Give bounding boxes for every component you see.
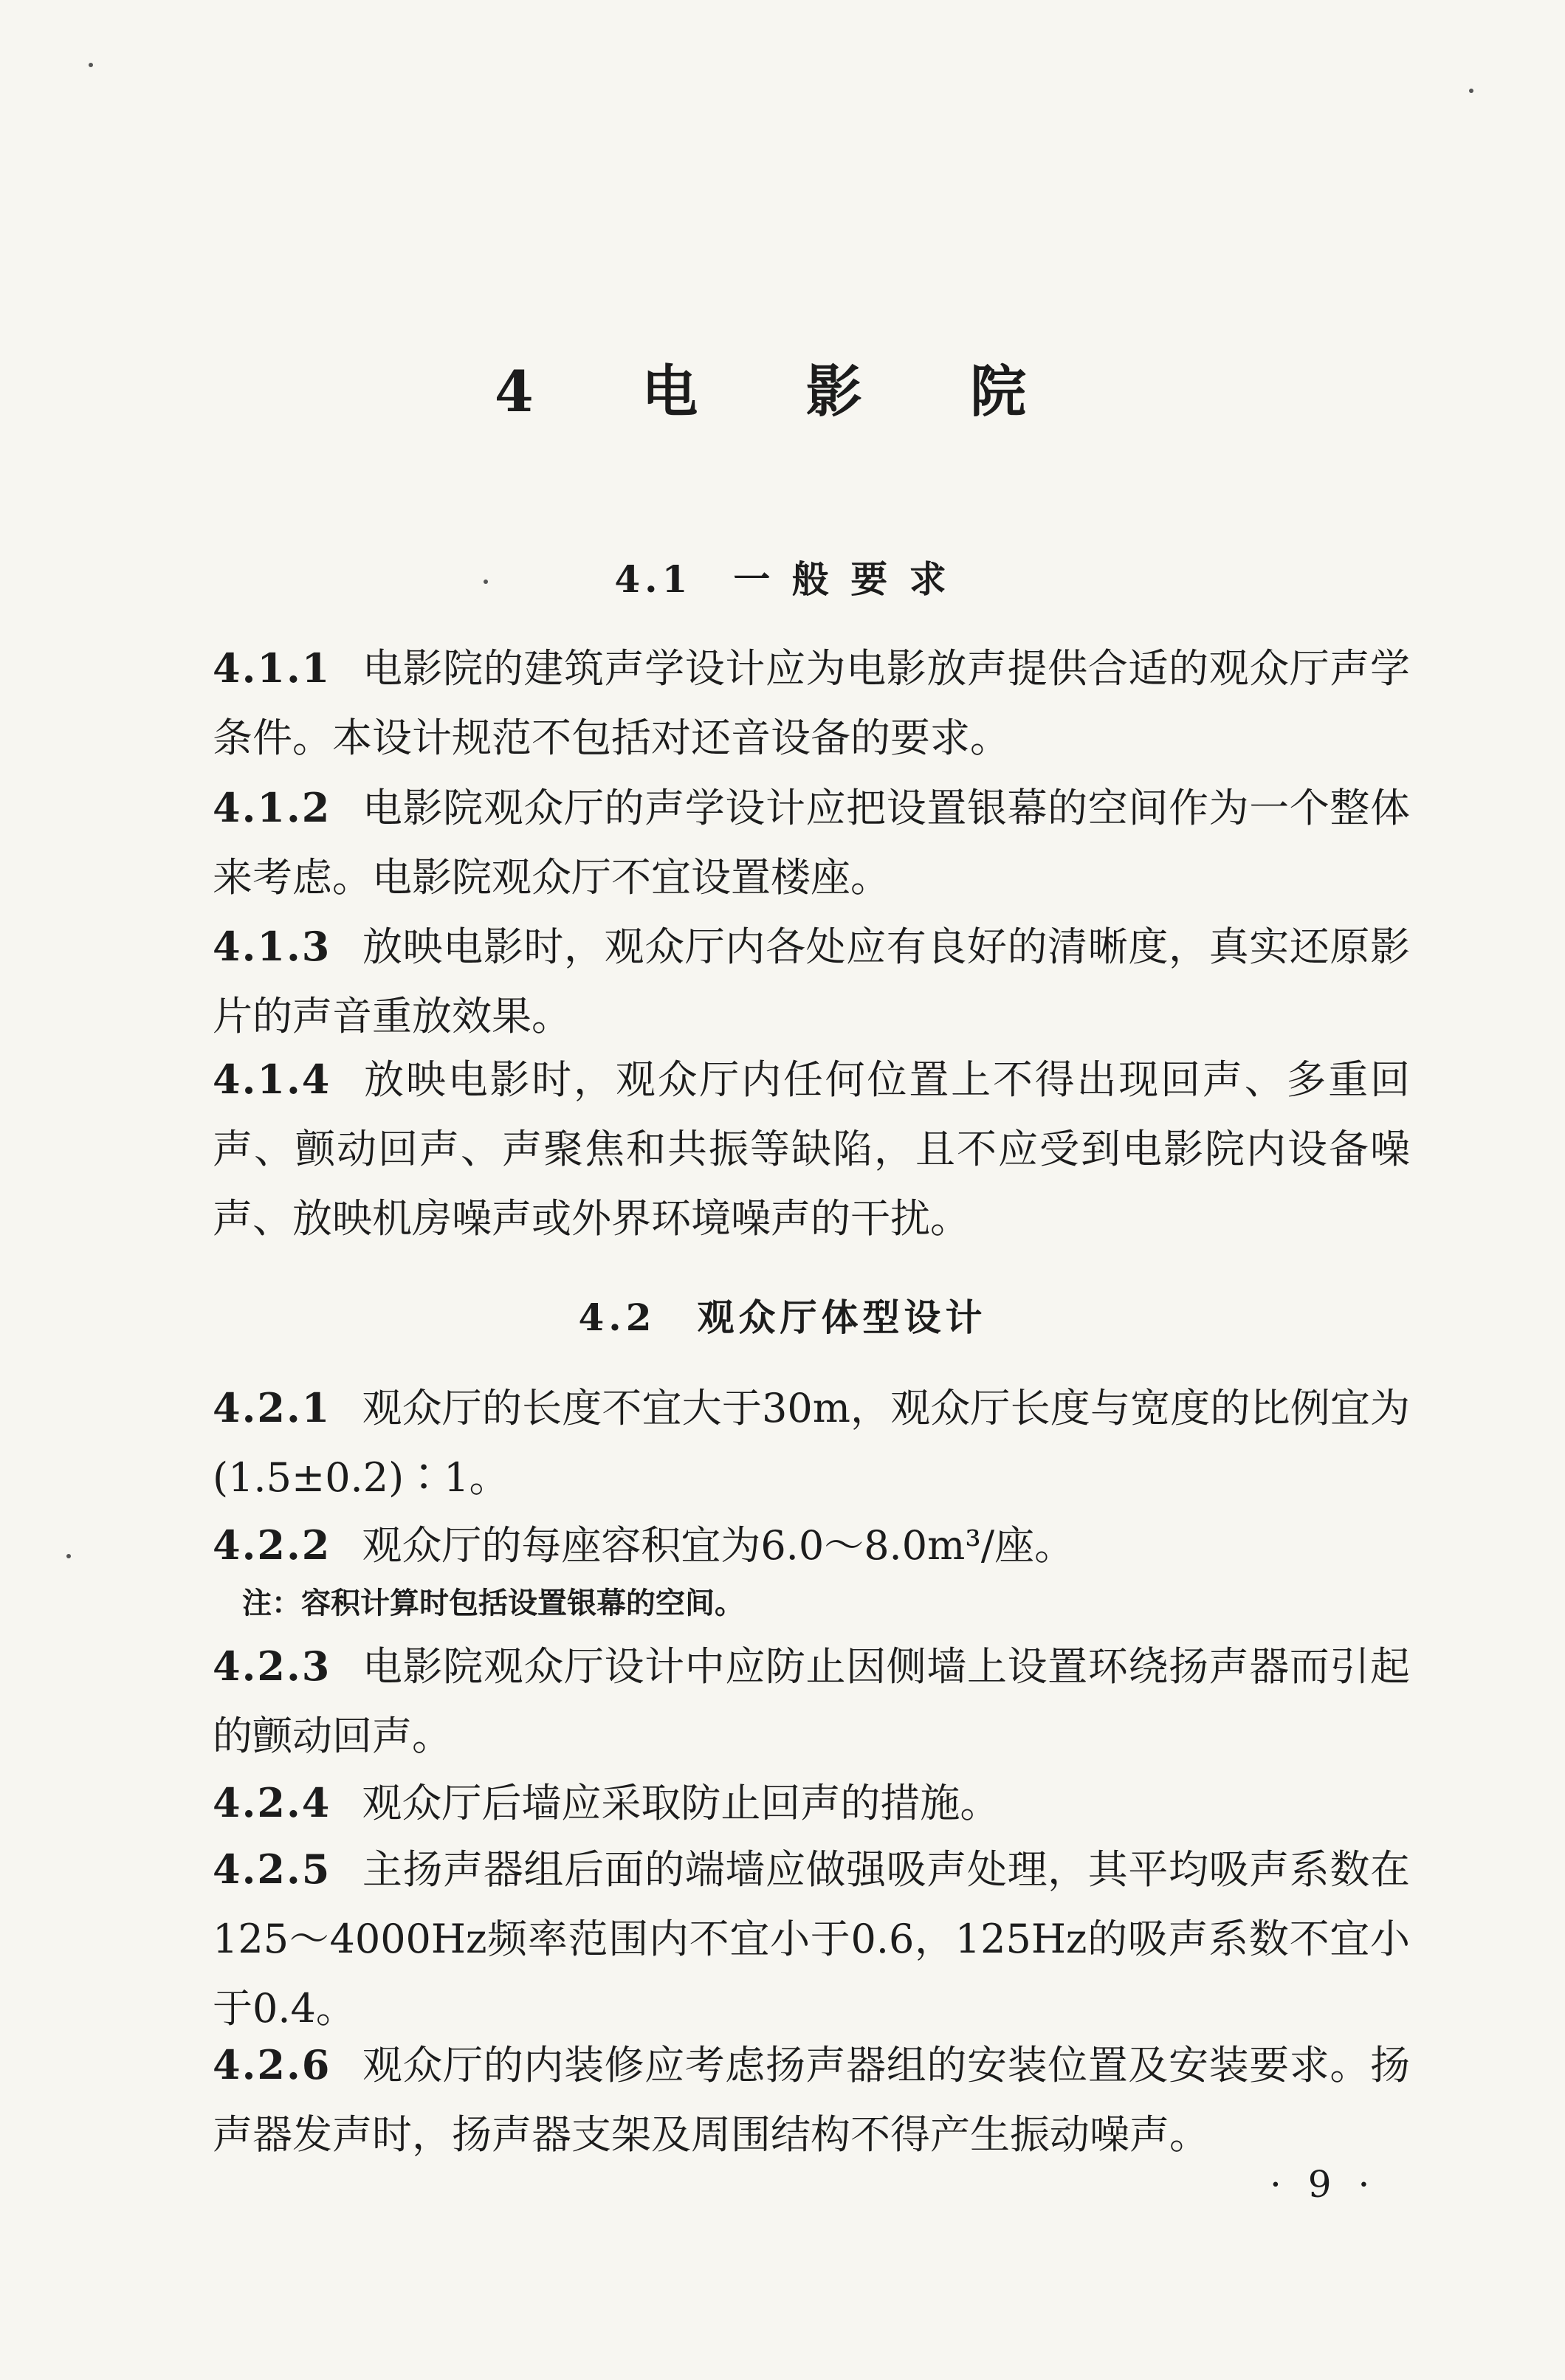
section-heading-4-2: 4.2 观众厅体型设计 [578,1296,987,1339]
scan-speck [66,1554,71,1558]
scan-speck [89,63,93,67]
clause-number: 4.1.1 [213,644,331,692]
clause-text: 电影院观众厅的声学设计应把设置银幕的空间作为一个整体来考虑。电影院观众厅不宜设置楼座。 [213,785,1410,901]
page-number: · 9 · [1270,2163,1377,2206]
scan-speck [484,579,488,584]
clause-text: 观众厅的内装修应考虑扬声器组的安装位置及安装要求。扬声器发声时，扬声器支架及周围结构不得产生振动噪声。 [213,2042,1410,2158]
clause-number: 4.1.3 [213,923,331,970]
scan-speck [1469,89,1473,93]
clause-4-2-6 [213,2030,1410,2170]
clause-number: 4.2.6 [213,2041,331,2088]
clause-text: 观众厅的每座容积宜为6.0～8.0m³/座。 [362,1522,1075,1569]
clause-4-2-3 [213,1631,1410,1771]
chapter-title: 4 电 影 院 [494,359,1071,424]
clause-4-2-5 [213,1834,1410,2043]
clause-4-1-3 [213,912,1410,1051]
clause-text: 放映电影时，观众厅内各处应有良好的清晰度，真实还原影片的声音重放效果。 [213,924,1410,1039]
clause-4-1-4 [213,1045,1410,1253]
clause-4-1-2 [213,773,1410,912]
clause-number: 4.2.5 [213,1846,331,1893]
clause-4-2-4 [213,1768,1410,1838]
clause-4-2-1 [213,1373,1410,1513]
clause-number: 4.2.3 [213,1643,331,1690]
clause-number: 4.2.1 [213,1384,331,1431]
clause-number: 4.1.4 [213,1056,331,1103]
clause-number: 4.2.2 [213,1521,331,1569]
note-4-2-2: 注：容积计算时包括设置银幕的空间。 [242,1586,744,1620]
clause-text: 观众厅的长度不宜大于30m，观众厅长度与宽度的比例宜为(1.5±0.2)∶1。 [213,1385,1410,1501]
clause-text: 观众厅后墙应采取防止回声的措施。 [362,1780,1000,1826]
clause-4-2-2 [213,1510,1410,1581]
section-heading-4-1: 4.1 一 般 要 求 [614,557,951,601]
clause-text: 放映电影时，观众厅内任何位置上不得出现回声、多重回声、颤动回声、声聚焦和共振等缺陷，且不应受到电影院内设备噪声、放映机房噪声或外界环境噪声的干扰。 [213,1056,1410,1242]
clause-text: 电影院观众厅设计中应防止因侧墙上设置环绕扬声器而引起的颤动回声。 [213,1643,1410,1759]
clause-text: 主扬声器组后面的端墙应做强吸声处理，其平均吸声系数在125～4000Hz频率范围内不宜小于0.6，125Hz的吸声系数不宜小于0.4。 [213,1846,1410,2032]
clause-text: 电影院的建筑声学设计应为电影放声提供合适的观众厅声学条件。本设计规范不包括对还音设备的要求。 [213,645,1410,761]
clause-4-1-1 [213,633,1410,773]
clause-number: 4.2.4 [213,1779,331,1826]
clause-number: 4.1.2 [213,784,331,831]
